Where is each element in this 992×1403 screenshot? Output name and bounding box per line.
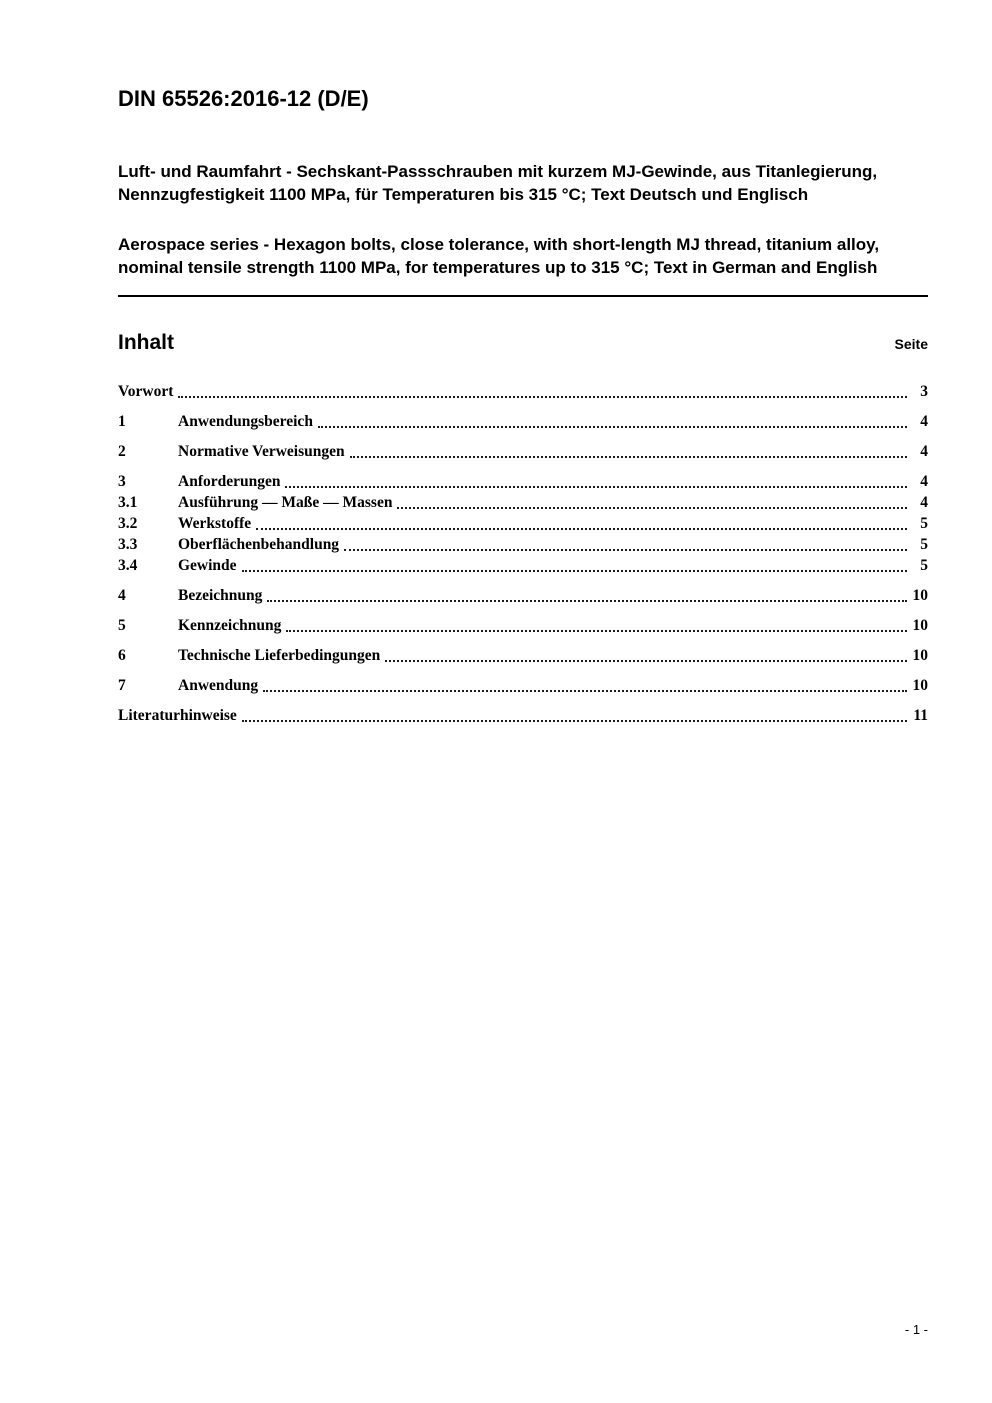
toc-entry-vorwort[interactable] [118, 381, 928, 402]
toc-entry-3[interactable] [118, 471, 928, 492]
toc-entry-title: Normative Verweisungen [178, 443, 345, 461]
toc-entry-title: Oberflächenbehandlung [178, 536, 340, 554]
toc-entry-7[interactable] [118, 675, 928, 696]
toc-entry-number: 3.3 [118, 536, 138, 554]
toc-leader-dots [397, 507, 907, 509]
toc-entry-page: 5 [920, 557, 928, 575]
toc-entry-page: 5 [920, 515, 928, 533]
toc-page-column-label: Seite [894, 336, 928, 353]
toc-entry-page: 4 [920, 473, 928, 491]
toc-header [118, 331, 928, 355]
toc-leader-dots [267, 600, 907, 602]
toc-entry-number: 5 [118, 617, 126, 635]
toc-leader-dots [242, 720, 907, 722]
toc-entry-literaturhinweise[interactable] [118, 705, 928, 726]
title-english: Aerospace series - Hexagon bolts, close tolerance, with short-length MJ thread, titanium alloy, nominal tensile strength 1100 MPa, for temperatures up to 315 °C; Text in German and English [118, 235, 880, 277]
toc-entry-number: 3.4 [118, 557, 138, 575]
toc-entry-page: 4 [920, 413, 928, 431]
toc-leader-dots [178, 396, 907, 398]
toc-entry-number: 3.1 [118, 494, 138, 512]
toc-entry-title: Gewinde [178, 557, 237, 575]
toc-entry-number: 2 [118, 443, 126, 461]
toc-entry-page: 10 [912, 587, 928, 605]
toc-entry-title: Ausführung — Maße — Massen [178, 494, 393, 512]
toc-entry-3-1[interactable] [118, 492, 928, 513]
toc-entry-number: 3.2 [118, 515, 138, 533]
toc-entry-title: Kennzeichnung [178, 617, 282, 635]
toc-entry-3-4[interactable] [118, 555, 928, 576]
toc-entry-page: 10 [912, 647, 928, 665]
toc-entry-number: 7 [118, 677, 126, 695]
toc-leader-dots [344, 549, 907, 551]
toc-entry-title: Vorwort [118, 383, 174, 401]
toc-leader-dots [318, 426, 907, 428]
toc-entry-page: 4 [920, 494, 928, 512]
toc-entry-5[interactable] [118, 615, 928, 636]
toc-entry-title: Bezeichnung [178, 587, 263, 605]
page-number-footer: - 1 - [904, 1322, 928, 1337]
toc-leader-dots [242, 570, 907, 572]
toc-entry-page: 5 [920, 536, 928, 554]
document-number: DIN 65526:2016-12 (D/E) [118, 86, 369, 111]
toc-entry-number: 6 [118, 647, 126, 665]
toc-entry-title: Anwendungsbereich [178, 413, 313, 431]
title-german: Luft- und Raumfahrt - Sechskant-Passschrauben mit kurzem MJ-Gewinde, aus Titanlegierung, Nennzugfestigkeit 1100 MPa, für Temperaturen bis 315 °C; Text Deutsch und Englisch [118, 162, 878, 204]
toc-entry-title: Technische Lieferbedingungen [178, 647, 381, 665]
toc-leader-dots [285, 486, 907, 488]
toc-leader-dots [286, 630, 907, 632]
toc-entry-page: 11 [913, 707, 928, 725]
toc-leader-dots [350, 456, 907, 458]
toc-heading: Inhalt [118, 331, 174, 355]
toc-entry-2[interactable] [118, 441, 928, 462]
toc-entry-number: 1 [118, 413, 126, 431]
toc-entry-number: 3 [118, 473, 126, 491]
toc-leader-dots [385, 660, 907, 662]
toc-entry-page: 10 [912, 617, 928, 635]
divider [118, 295, 928, 297]
toc-entry-3-3[interactable] [118, 534, 928, 555]
toc-entry-title: Anforderungen [178, 473, 281, 491]
toc-entry-1[interactable] [118, 411, 928, 432]
toc-entry-3-2[interactable] [118, 513, 928, 534]
toc-entry-title: Literaturhinweise [118, 707, 237, 725]
toc-leader-dots [256, 528, 907, 530]
toc-entry-6[interactable] [118, 645, 928, 666]
toc-entry-page: 3 [920, 383, 928, 401]
table-of-contents [118, 381, 928, 726]
toc-entry-page: 10 [912, 677, 928, 695]
toc-entry-page: 4 [920, 443, 928, 461]
toc-leader-dots [263, 690, 907, 692]
toc-entry-4[interactable] [118, 585, 928, 606]
toc-entry-title: Anwendung [178, 677, 259, 695]
toc-entry-title: Werkstoffe [178, 515, 252, 533]
toc-entry-number: 4 [118, 587, 126, 605]
